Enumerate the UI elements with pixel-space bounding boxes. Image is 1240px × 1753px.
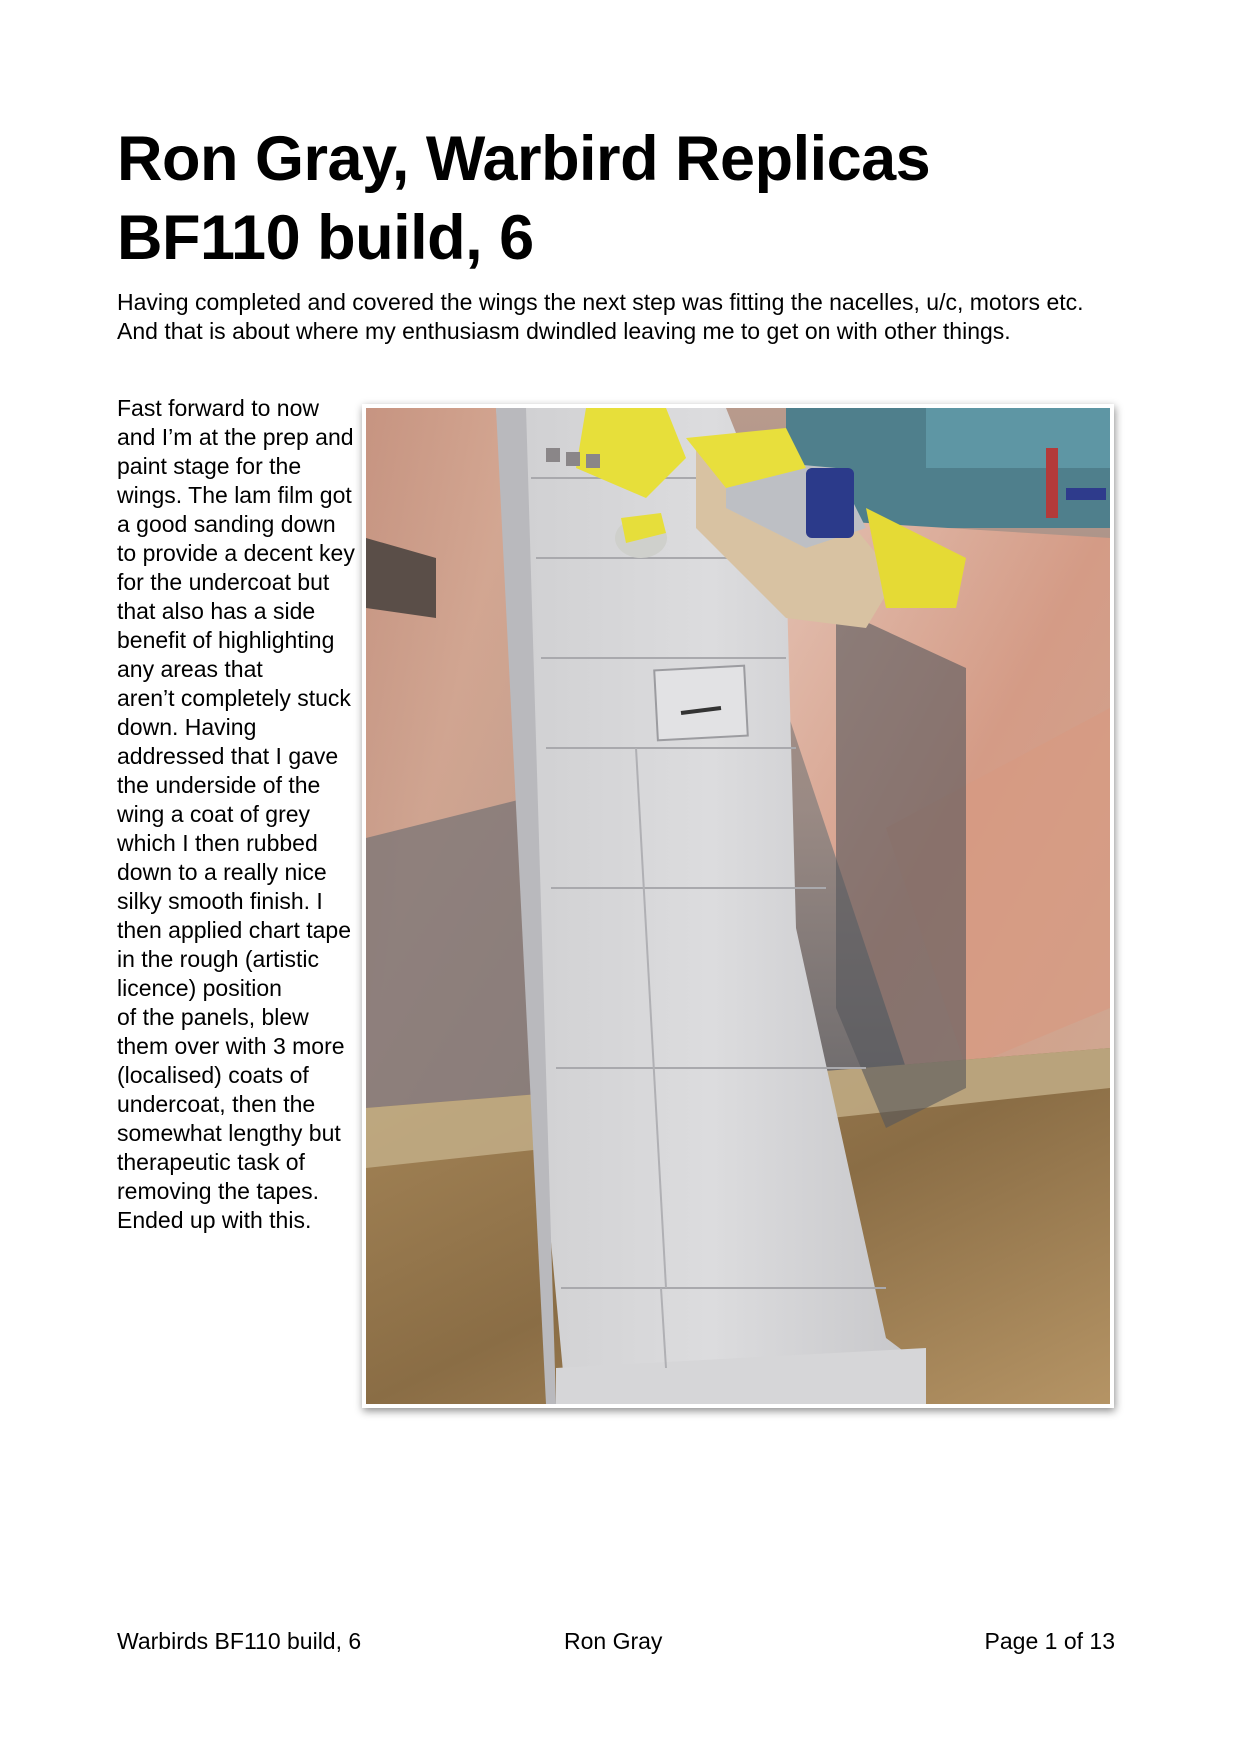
- wing-photo: [362, 404, 1114, 1408]
- page-title: [117, 120, 1137, 278]
- title-line-2: BF110 build, 6: [117, 203, 534, 273]
- intro-paragraph: Having completed and covered the wings the next step was fitting the nacelles, u/c, motors etc. And that is about where my enthusiasm dwindled leaving me to get on with other things.: [117, 289, 1084, 344]
- footer-title: Warbirds BF110 build, 6: [117, 1628, 362, 1654]
- footer-author: Ron Gray: [564, 1628, 663, 1654]
- title-line-1: Ron Gray, Warbird Replicas: [117, 124, 931, 194]
- body-paragraph: Fast forward to now and I’m at the prep and paint stage for the wings. The lam film got a good sanding down to provide a decent key for the undercoat but that also has a side benefit of highlighting any areas that aren’t completely stuck down. Having addressed that I gave the underside of the wing a coat of grey which I then rubbed down to a really nice silky smooth finish. I then applied chart tape in the rough (artistic licence) position of the panels, blew them over with 3 more (localised) coats of undercoat, then the somewhat lengthy but therapeutic task of removing the tapes. Ended up with this.: [117, 395, 355, 1233]
- photo-wing-undercoat-icon: [366, 408, 1110, 1404]
- footer-page-number: Page 1 of 13: [984, 1628, 1115, 1654]
